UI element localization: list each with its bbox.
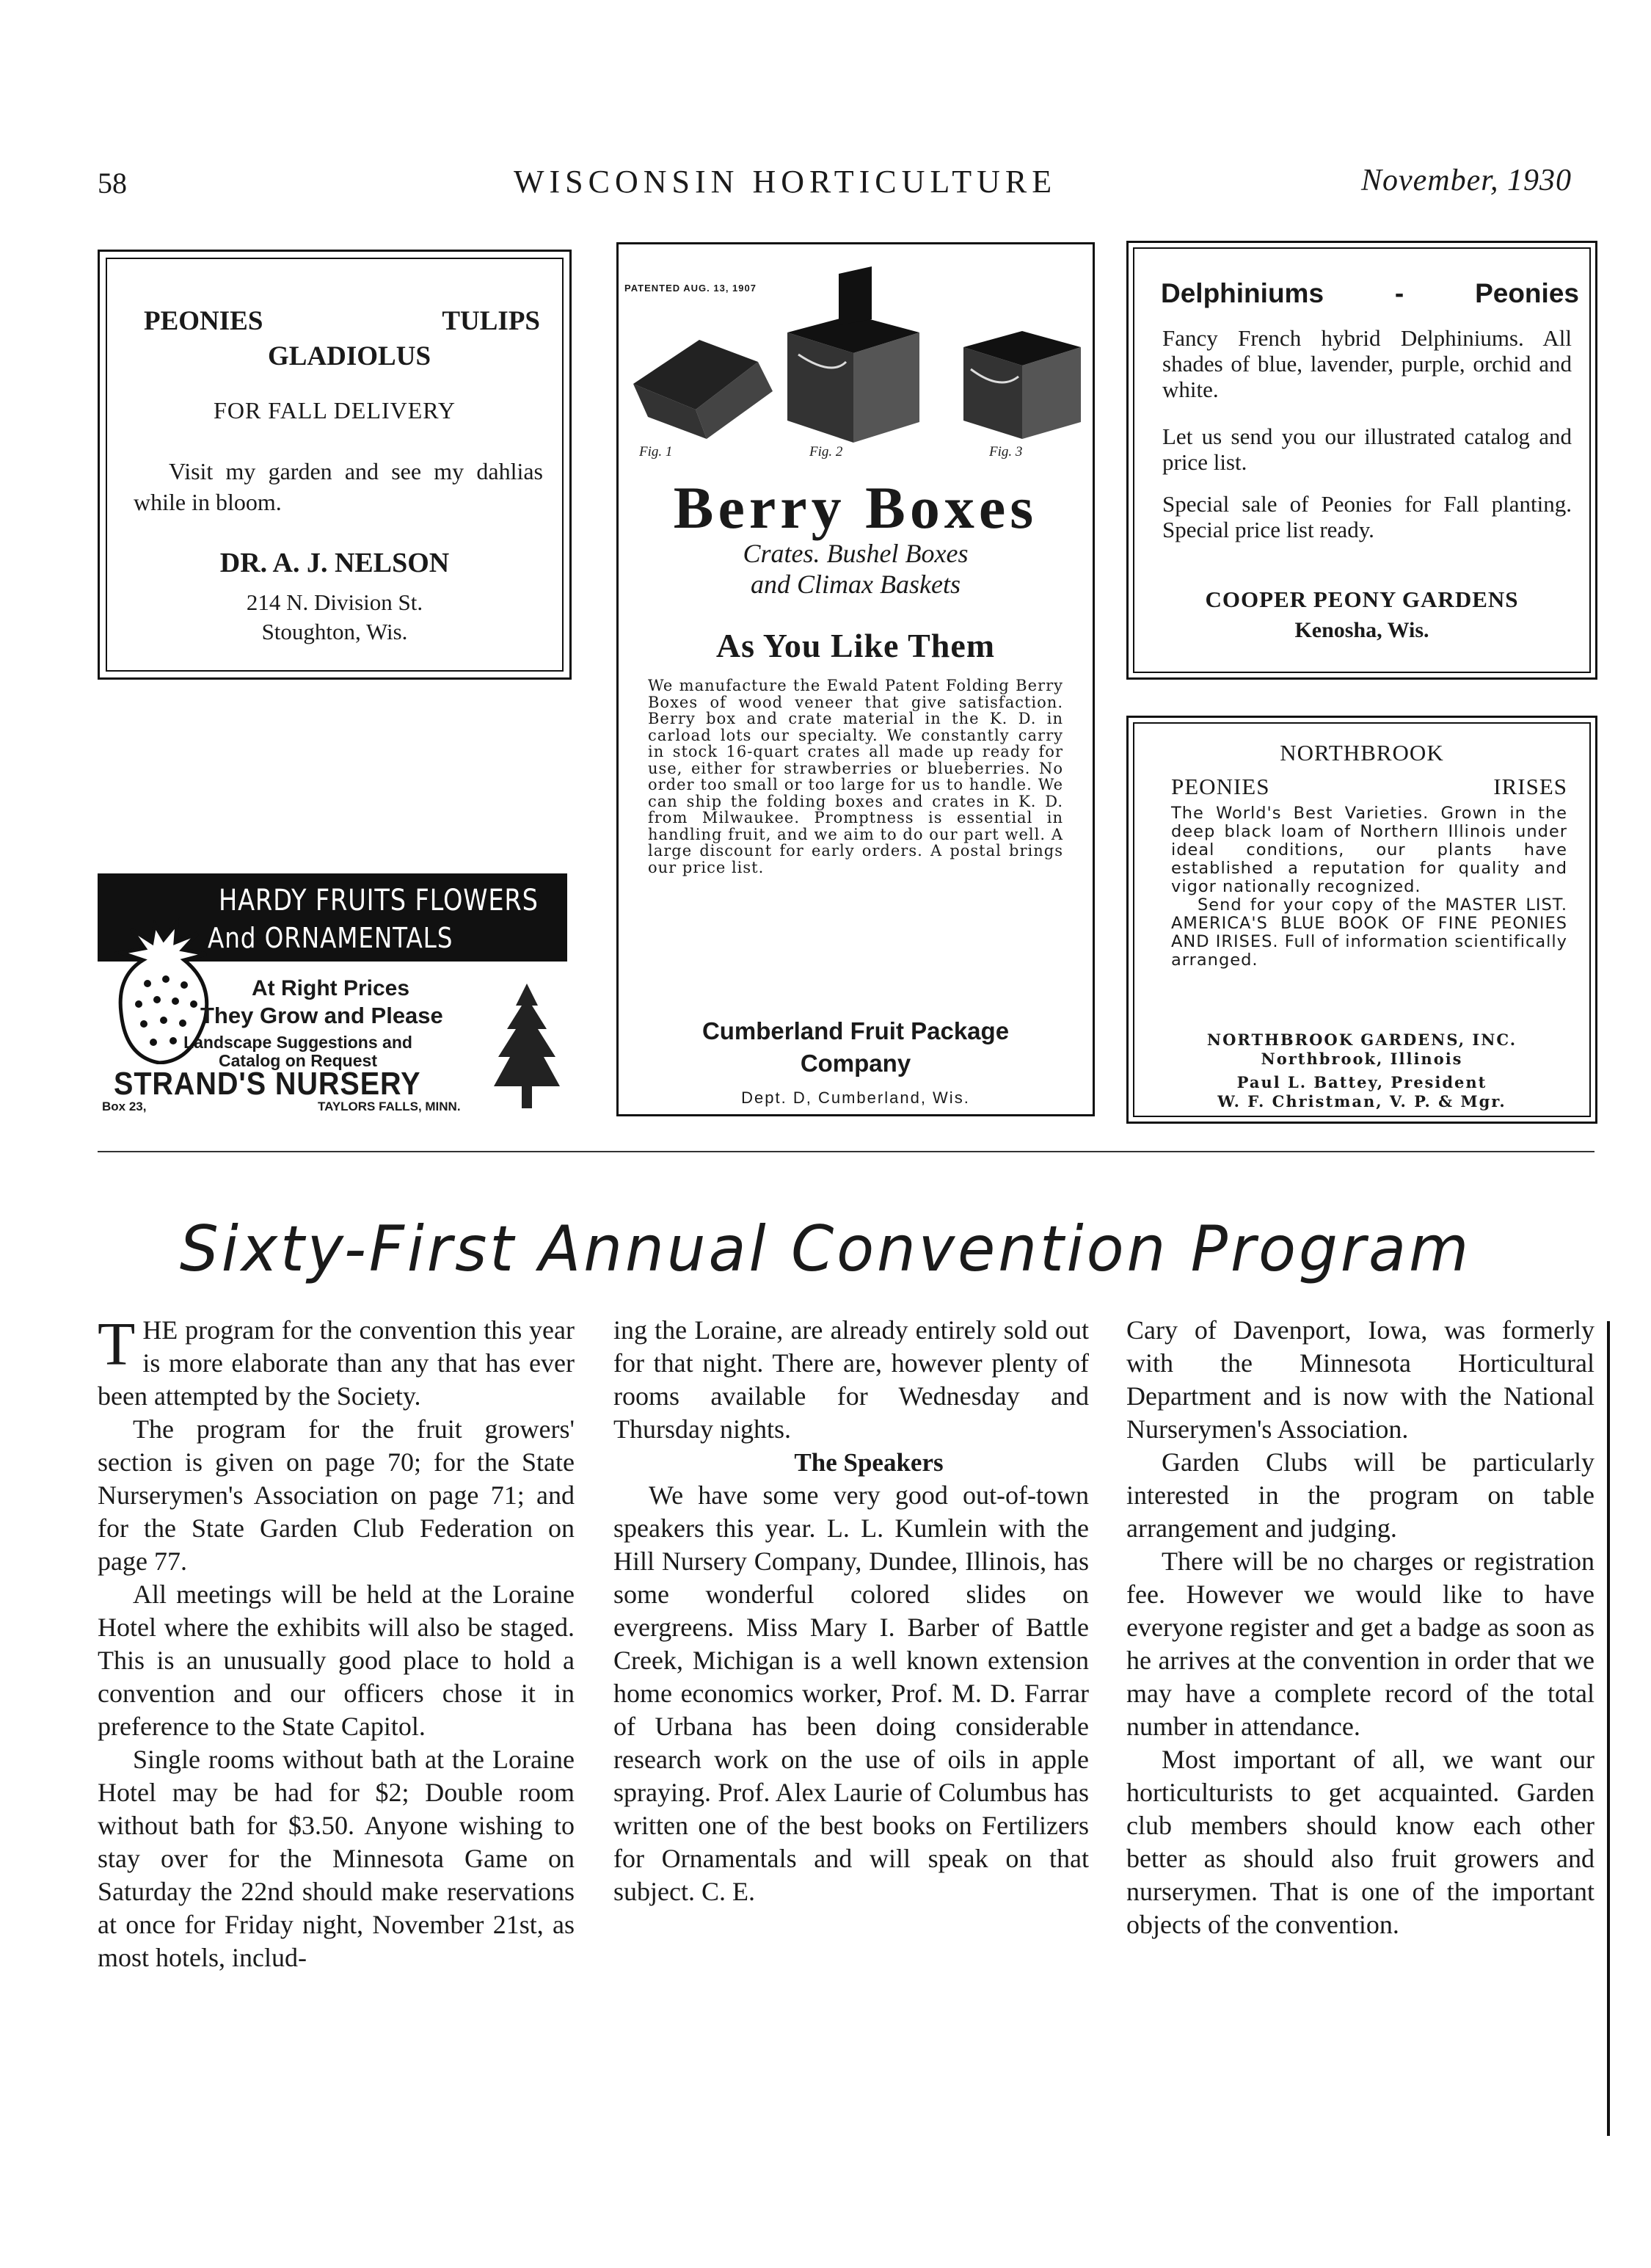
article-paragraph-10: Most important of all, we want our horticulturists to get acquainted. Garden club members should know each other better as should also fruit growers and nurserymen. That is one of the important objects of the convention. <box>1126 1745 1594 1939</box>
folded-box-figure <box>787 266 919 443</box>
ad-strands-nursery <box>98 873 567 1113</box>
ad-nelson-peonies <box>98 250 572 680</box>
flower-list <box>144 305 555 374</box>
page-number: 58 <box>98 167 127 200</box>
article-column-3 <box>1126 1314 1594 1941</box>
cooper-town: Kenosha, Wis. <box>1294 618 1429 642</box>
ad-northbrook-gardens <box>1126 716 1597 1124</box>
cooper-heading <box>1161 278 1579 309</box>
flower-peonies: PEONIES <box>144 306 263 336</box>
article-paragraph-2: The program for the fruit growers' section is given on page 70; for the State Nurserymen's Association on page 71; and for the State Garden Club Federation on page 77. <box>98 1414 575 1576</box>
closed-box-figure <box>963 331 1081 439</box>
column-rule <box>1607 1321 1610 2136</box>
visit-text: Visit my garden and see my dahlias while in bloom. <box>134 458 543 515</box>
subtitle-irises: IRISES <box>1493 774 1567 799</box>
address-street: 214 N. Division St. <box>246 589 423 615</box>
article-paragraph-9: There will be no charges or registration fee. However we would like to have everyone register and get a badge as soon as he arrives at the convention in order that we may have a complete record of the total number in attendance. <box>1126 1546 1594 1741</box>
article-title: Sixty-First Annual Convention Program <box>179 1213 1472 1286</box>
article-paragraph-4: Single rooms without bath at the Loraine Hotel may be had for $2; Double room without bath for $3.50. Anyone wishing to stay over for the Minnesota Game on Saturday the 22nd should make reservations at once for Friday night, November 21st, as most hotels, includ- <box>98 1745 575 1972</box>
ad-berry-boxes <box>616 242 1095 1116</box>
article-paragraph-7: Cary of Davenport, Iowa, was formerly with the Minnesota Horticultural Department and is now with the National Nurserymen's Association. <box>1126 1315 1594 1444</box>
berry-body-text: We manufacture the Ewald Patent Folding Berry Boxes of wood veneer that give satisfaction. Berry box and crate material in the K. D. in carload lots our specialty. We constantly carry in stock 16-quart crates all made up ready for use, either for strawberries or blueberries. No order too small or too large for us to handle. We can ship the folding boxes and crates in K. D. from Milwaukee. Promptness is essential in handling fruit, and we aim to do our part well. A large discount for early orders. A postal brings our price list. <box>648 677 1063 876</box>
northbrook-president: Paul L. Battey, President <box>1236 1073 1487 1091</box>
northbrook-paragraph-2: Send for your copy of the MASTER LIST. AMERICA'S BLUE BOOK OF FINE PEONIES AND IRISES. Full of information scientifically arranged. <box>1171 895 1567 970</box>
headline-ornamentals: And ORNAMENTALS <box>208 922 453 954</box>
right-prices: At Right Prices <box>252 976 410 1000</box>
landscape-suggestions: Landscape Suggestions and Catalog on Request <box>183 1033 412 1070</box>
article-paragraph-8: Garden Clubs will be particularly interested in the program on table arrangement and judging. <box>1126 1447 1594 1543</box>
pine-tree-illustration <box>494 984 560 1108</box>
cooper-name: COOPER PEONY GARDENS <box>1205 586 1519 612</box>
issue-date: November, 1930 <box>1361 164 1572 197</box>
northbrook-org-town: Northbrook, Illinois <box>1261 1050 1463 1068</box>
nursery-name: STRAND'S NURSERY <box>114 1066 421 1102</box>
ad-cooper-peony-gardens <box>1126 241 1597 680</box>
fig-3-label: Fig. 3 <box>989 444 1023 459</box>
article-paragraph-6: We have some very good out-of-town speakers this year. L. L. Kumlein with the Hill Nursery Company, Dundee, Illinois, has some wonderful colored slides on evergreens. Miss Mary I. Barber of Battle Creek, Michigan is a well known extension home economics worker, Prof. M. D. Farrar of Urbana has been doing considerable research work on the use of oils in apple spraying. Prof. Alex Laurie of Columbus has written one of the best books on Fertilizers for Ornamentals and will speak on that subject. C. E. <box>613 1480 1089 1906</box>
cooper-paragraph-2: Let us send you our illustrated catalog and price list. <box>1162 424 1572 475</box>
publication-title: WISCONSIN HORTICULTURE <box>514 164 1057 200</box>
address-city: Stoughton, Wis. <box>261 619 408 644</box>
berry-subtitle <box>619 538 1093 600</box>
heading-dash: - <box>1394 278 1404 308</box>
section-divider <box>98 1151 1594 1152</box>
subtitle-peonies: PEONIES <box>1171 774 1270 799</box>
article-paragraph-1: THE program for the convention this year is more elaborate than any that has ever been attempted by the Society. <box>98 1310 575 1411</box>
article-column-2 <box>613 1314 1089 1908</box>
berry-subtitle-line-1: Crates. Bushel Boxes <box>743 539 969 568</box>
flower-gladiolus: GLADIOLUS <box>267 341 431 371</box>
heading-delphiniums: Delphiniums <box>1161 278 1324 308</box>
berry-box-figures <box>619 252 1093 450</box>
as-you-like-them: As You Like Them <box>715 627 996 664</box>
headline-fruits-flowers: HARDY FRUITS FLOWERS <box>219 884 539 917</box>
northbrook-manager: W. F. Christman, V. P. & Mgr. <box>1217 1092 1506 1111</box>
northbrook-paragraph-1: The World's Best Varieties. Grown in the deep black loam of Northern Illinois under ideal conditions, our plants have established a reputation for quality and vigor nationally recognized. <box>1171 804 1567 896</box>
northbrook-subtitle <box>1171 774 1567 800</box>
article-paragraph-3: All meetings will be held at the Loraine Hotel where the exhibits will also be staged. This is an unusually good place to hold a convention and our officers chose it in preference to the State Capitol. <box>98 1580 575 1741</box>
fig-2-label: Fig. 2 <box>809 444 843 459</box>
berry-subtitle-line-2: and Climax Baskets <box>751 570 961 599</box>
berry-boxes-title: Berry Boxes <box>673 474 1038 541</box>
article-paragraph-5: ing the Loraine, are already entirely sold out for that night. There are, however plenty of rooms available for Wednesday and Thursday nights. <box>613 1315 1089 1444</box>
nursery-town: TAYLORS FALLS, MINN. <box>318 1100 461 1113</box>
northbrook-org-name: NORTHBROOK GARDENS, INC. <box>1206 1031 1517 1049</box>
fig-1-label: Fig. 1 <box>639 444 673 459</box>
berry-dept-address: Dept. D, Cumberland, Wis. <box>741 1088 970 1107</box>
berry-company-name <box>619 1015 1093 1080</box>
company-line-1: Cumberland Fruit Package <box>701 1017 1010 1044</box>
grow-and-please: They Grow and Please <box>200 1003 443 1028</box>
speakers-heading: The Speakers <box>794 1448 944 1477</box>
ad-inner-border <box>1133 722 1591 1117</box>
article-column-1 <box>98 1310 575 1974</box>
drop-cap: T <box>98 1310 136 1378</box>
heading-peonies: Peonies <box>1475 278 1579 308</box>
northbrook-title: NORTHBROOK <box>1280 740 1444 766</box>
advertiser-address <box>107 588 562 647</box>
advertiser-name: DR. A. J. NELSON <box>219 548 450 578</box>
northbrook-body <box>1171 804 1567 970</box>
company-line-2: Company <box>800 1050 911 1077</box>
ad-inner-border <box>1133 247 1591 673</box>
ad-inner-border <box>106 258 564 672</box>
flower-tulips: TULIPS <box>442 306 540 336</box>
box-number: Box 23, <box>102 1100 147 1113</box>
patent-date: PATENTED AUG. 13, 1907 <box>624 283 757 294</box>
flat-box-figure <box>633 340 773 439</box>
fall-delivery: FOR FALL DELIVERY <box>214 397 456 424</box>
cooper-paragraph-1: Fancy French hybrid Delphiniums. All shades of blue, lavender, purple, orchid and white. <box>1162 325 1572 402</box>
cooper-paragraph-3: Special sale of Peonies for Fall planting. Special price list ready. <box>1162 491 1572 542</box>
